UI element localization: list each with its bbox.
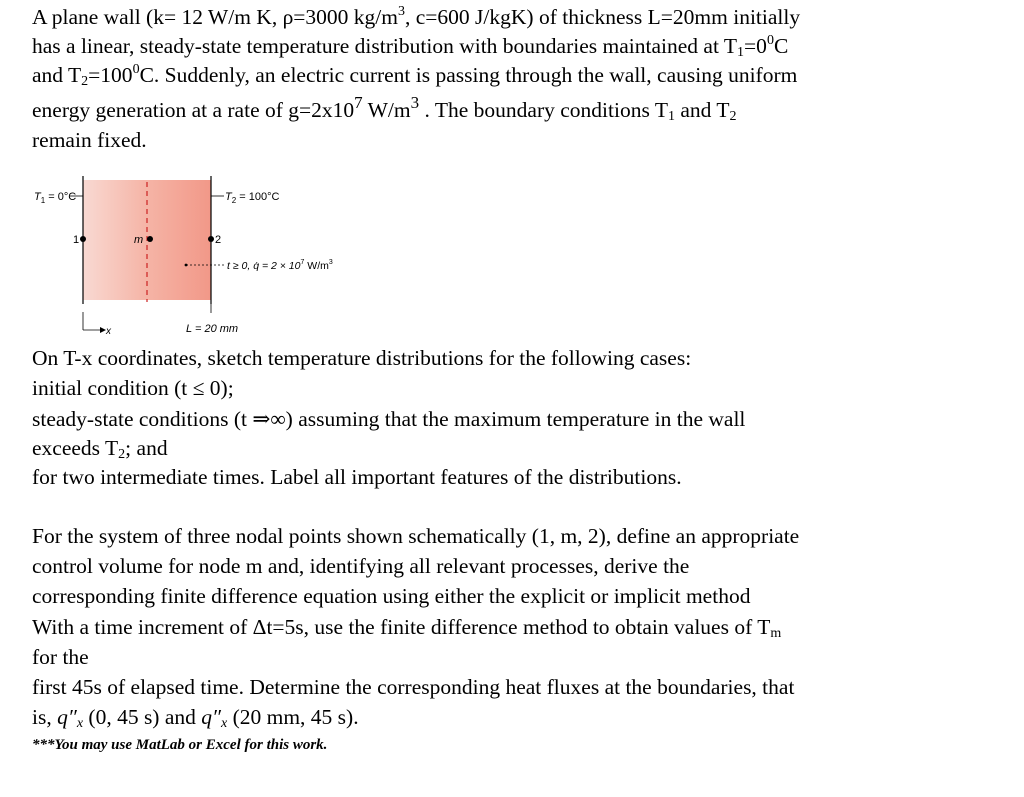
intro-line-1: A plane wall (k= 12 W/m K, ρ=3000 $kg/m^3$, c=600 J/kgK) of thickness L=20mm initially — [32, 4, 801, 29]
part1-line-1: On T-x coordinates, sketch temperature distributions for the following cases: — [32, 346, 692, 370]
part2-line-5: for the — [32, 645, 89, 669]
thickness-label: L = 20 mm — [186, 323, 239, 335]
part2-line-6: first 45s of elapsed time. Determine the corresponding heat fluxes at the boundaries, that — [32, 675, 795, 699]
part1-line-4: exceeds $T_2$; and — [32, 436, 168, 462]
part2-line-1: For the system of three nodal points shown schematically (1, m, 2), define an appropriate — [32, 524, 800, 548]
intro-line-3: and $T_2=100^0C$. Suddenly, an electric current is passing through the wall, causing uniform — [32, 62, 798, 89]
intro-line-2: has a linear, steady-state temperature distribution with boundaries maintained at $T_1=0^0C$ — [32, 33, 789, 60]
node-1-label: 1 — [73, 234, 80, 246]
part1-line-3: steady-state conditions (t ⇒∞) assuming that the maximum temperature in the wall — [32, 407, 746, 431]
intro-line-5: remain fixed. — [32, 128, 147, 152]
node-1 — [80, 236, 86, 242]
part2-line-4: With a time increment of Δt=5s, use the finite difference method to obtain values of $T_m$ — [32, 615, 782, 641]
node-2 — [208, 236, 214, 242]
node-m — [147, 236, 153, 242]
gen-dot — [185, 264, 188, 267]
axis-x-label: x — [106, 326, 111, 337]
part1-line-5: for two intermediate times. Label all important features of the distributions. — [32, 465, 682, 489]
part2-line-7: is, $q''_x$ (0, 45 s) and $q''_x$ (20 mm, 45 s). — [32, 705, 359, 731]
footnote: ***You may use MatLab or Excel for this work. — [32, 737, 328, 753]
node-2-label: 2 — [215, 234, 222, 246]
generation-label: t ≥ 0, q̇ = $2 \times 10^7$ $W/m^3$ — [227, 259, 333, 272]
part1-line-2: initial condition (t ≤ 0); — [32, 376, 234, 400]
part2-line-2: control volume for node m and, identifying all relevant processes, derive the — [32, 554, 690, 578]
part2-line-3: corresponding finite difference equation using either the explicit or implicit method — [32, 584, 751, 608]
intro-line-4: energy generation at a rate of $g=2x10^7$ $W/m^3$ . The boundary conditions $T_1$ and $T_2$ — [32, 93, 737, 124]
t1-label: $T_1 = 0^\circ C$ — [34, 191, 77, 205]
t2-label: $T_2 = 100^\circ C$ — [225, 191, 280, 205]
node-m-label: m — [134, 234, 144, 246]
wall-diagram — [0, 170, 400, 345]
